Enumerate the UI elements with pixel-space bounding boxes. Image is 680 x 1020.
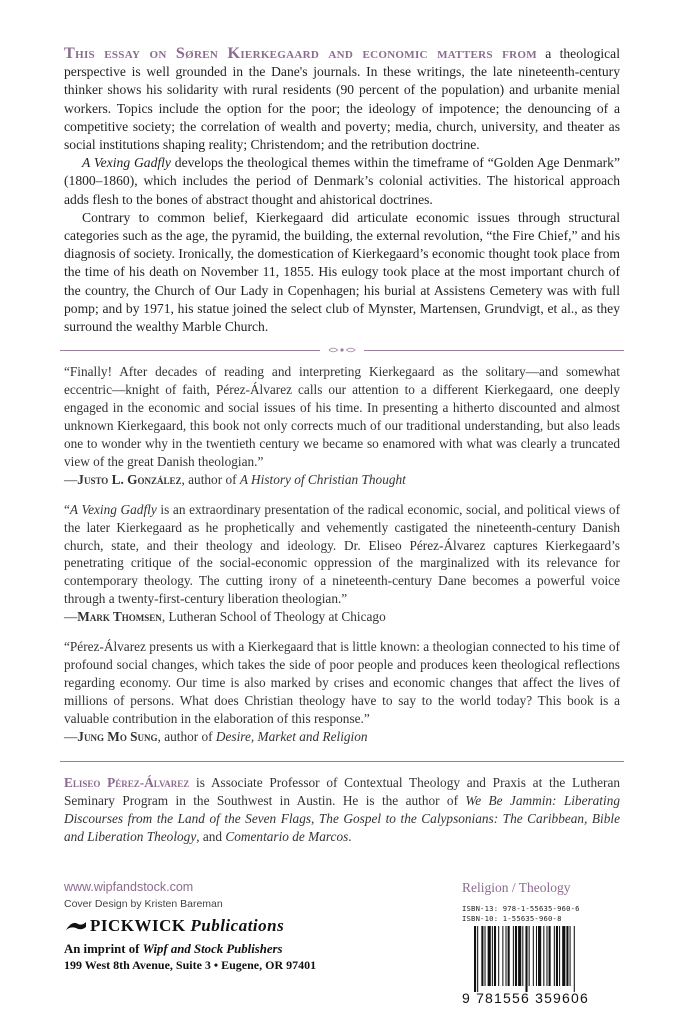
publisher-name: [64, 916, 334, 936]
publisher-block: [64, 880, 334, 973]
endorsement-text: “Finally! After decades of reading and interpreting Kierkegaard as the solitary—and somewhat eccentric—knight of faith, Pérez-Álvarez calls our attention to a different Kierkegaard, one deeply engaged in the economic and social issues of his time. In presenting a hitherto discounted and almost unknown Kierkegaard, this book not only corrects much of our traditional understanding, but also leads one to wonder why in the twentieth century we became so enamored with what was clearly a truncated view of the great Danish theologian.”: [64, 364, 620, 469]
plain-divider: [60, 758, 624, 766]
endorsement-attribution: —Justo L. González, author of A History of Christian Thought: [64, 471, 406, 487]
publisher-address: 199 West 8th Avenue, Suite 3 • Eugene, OR 97401: [64, 958, 317, 972]
intro-paragraph-3: Contrary to common belief, Kierkegaard did articulate economic issues through structural categories such as the age, the pyramid, the building, the external revolution, “the Fire Chief,” and his diagnosis of society. Ironically, the domestication of Kierkegaard’s economic thought took place from the time of his death on November 11, 1855. His eulogy took place at the most important church of the country, the Church of Our Lady in Copenhagen; his burial at Assistens Cemetery was with full pomp; and by 1971, his statue joined the select club of Mynster, Martensen, Grundvigt, et al., as they surround the wealthy Marble Church.: [64, 209, 620, 335]
back-cover-text: [64, 44, 620, 846]
publisher-italic: Publications: [190, 916, 285, 935]
intro-paragraph-1-text: a theological perspective is well grounded in the Dane's journals. In these writings, the late nineteenth-century thinker shows his solidarity with rural residents (90 percent of the population) and urbanite menial workers. Topics include the option for the poor; the ideology of impotence; the denouncing of a competitive society; the correlation of wealth and poverty; media, church, university, and theater as social institutions shaping reality; Christendom; and the retribution doctrine.: [64, 46, 620, 153]
book-title: The Gospel to the Calypsonians: The Caribbean, Bible and Liberation Theology: [64, 810, 620, 844]
endorser-name: Justo L. González: [77, 471, 182, 487]
endorsement-3: [64, 638, 620, 746]
book-title: A Vexing Gadfly: [69, 501, 157, 517]
ornament-icon: [320, 343, 364, 357]
isbn-13: ISBN-13: 978-1-55635-960-6: [462, 904, 580, 913]
intro-paragraph-2: [64, 154, 620, 209]
endorser-name: Jung Mo Sung: [77, 728, 158, 744]
publisher-caps: PICKWICK: [90, 916, 191, 935]
endorsement-text: “A Vexing Gadfly is an extraordinary presentation of the radical economic, social, and political views of the later Kierkegaard as he prophetically and vehemently castigated the nineteenth-century Danish church, state, and their theology and ideology. Dr. Eliseo Pérez-Álvarez captures Kierkegaard’s penetrating critique of the social-economic oppression of the marginalized with its relevance for contemporary theology. The cutting irony of a nineteenth-century Dane becomes a powerful voice through a twenty-first-century liberation theologian.”: [64, 501, 620, 607]
imprint-name: Wipf and Stock Publishers: [142, 942, 283, 956]
pickwick-logo-icon: [64, 918, 88, 934]
category-label: Religion / Theology: [462, 880, 571, 895]
barcode-number: 9 781556 359606: [462, 990, 589, 1006]
intro-paragraph-1: [64, 44, 620, 154]
author-bio: Eliseo Pérez-Álvarez is Associate Professor of Contextual Theology and Praxis at the Lutheran Seminary Program in the Southwest in Austin. He is the author of We Be Jammin: Liberating Discourses from the Land of the Seven Flags, The Gospel to the Calypsonians: The Caribbean, Bible and Liberation Theology, and Comentario de Marcos.: [64, 774, 620, 844]
endorsement-attribution: —Mark Thomsen, Lutheran School of Theology at Chicago: [64, 609, 386, 625]
endorsement-attribution: —Jung Mo Sung, author of Desire, Market and Religion: [64, 728, 368, 744]
isbn-10: ISBN-10: 1-55635-960-8: [462, 914, 562, 923]
endorser-name: Mark Thomsen: [77, 609, 162, 625]
book-title: Comentario de Marcos: [225, 828, 349, 844]
endorsement-1: [64, 363, 620, 488]
barcode-bars-icon: [462, 926, 620, 992]
intro-paragraph-2-text: develops the theological themes within the timeframe of “Golden Age Denmark” (1800–1860), which includes the period of Denmark’s colonial activities. The historical approach adds flesh to the bones of abstract thought and ahistorical doctrines.: [64, 155, 620, 207]
book-title: A Vexing Gadfly: [82, 155, 171, 171]
publisher-url[interactable]: www.wipfandstock.com: [64, 880, 194, 894]
book-title: We Be Jammin: Liberating Discourses from the Land of the Seven Flags: [64, 792, 620, 826]
endorsement-2: [64, 501, 620, 626]
imprint-line: An imprint of Wipf and Stock Publishers: [64, 942, 283, 956]
lead-in-caps: This essay on Søren Kierkegaard and economic matters from: [64, 44, 537, 62]
author-name: Eliseo Pérez-Álvarez: [64, 774, 190, 790]
description: [64, 44, 620, 336]
barcode-block: [462, 880, 620, 1006]
endorser-work: A History of Christian Thought: [239, 471, 406, 487]
cover-design-credit: Cover Design by Kristen Bareman: [64, 898, 223, 910]
endorsement-text: “Pérez-Álvarez presents us with a Kierkegaard that is little known: a theologian connected to his time of profound social changes, which takes the side of poor people and produces keen theological reflections regarding economy. Our time is also marked by crises and economic changes that affect the lives of millions of persons. What does Christian theology have to say to the world today? This book is a valuable contribution in the elaboration of this response.”: [64, 639, 620, 726]
ornament-divider: [60, 343, 624, 357]
endorser-work: Desire, Market and Religion: [215, 728, 368, 744]
barcode: [462, 904, 620, 1006]
